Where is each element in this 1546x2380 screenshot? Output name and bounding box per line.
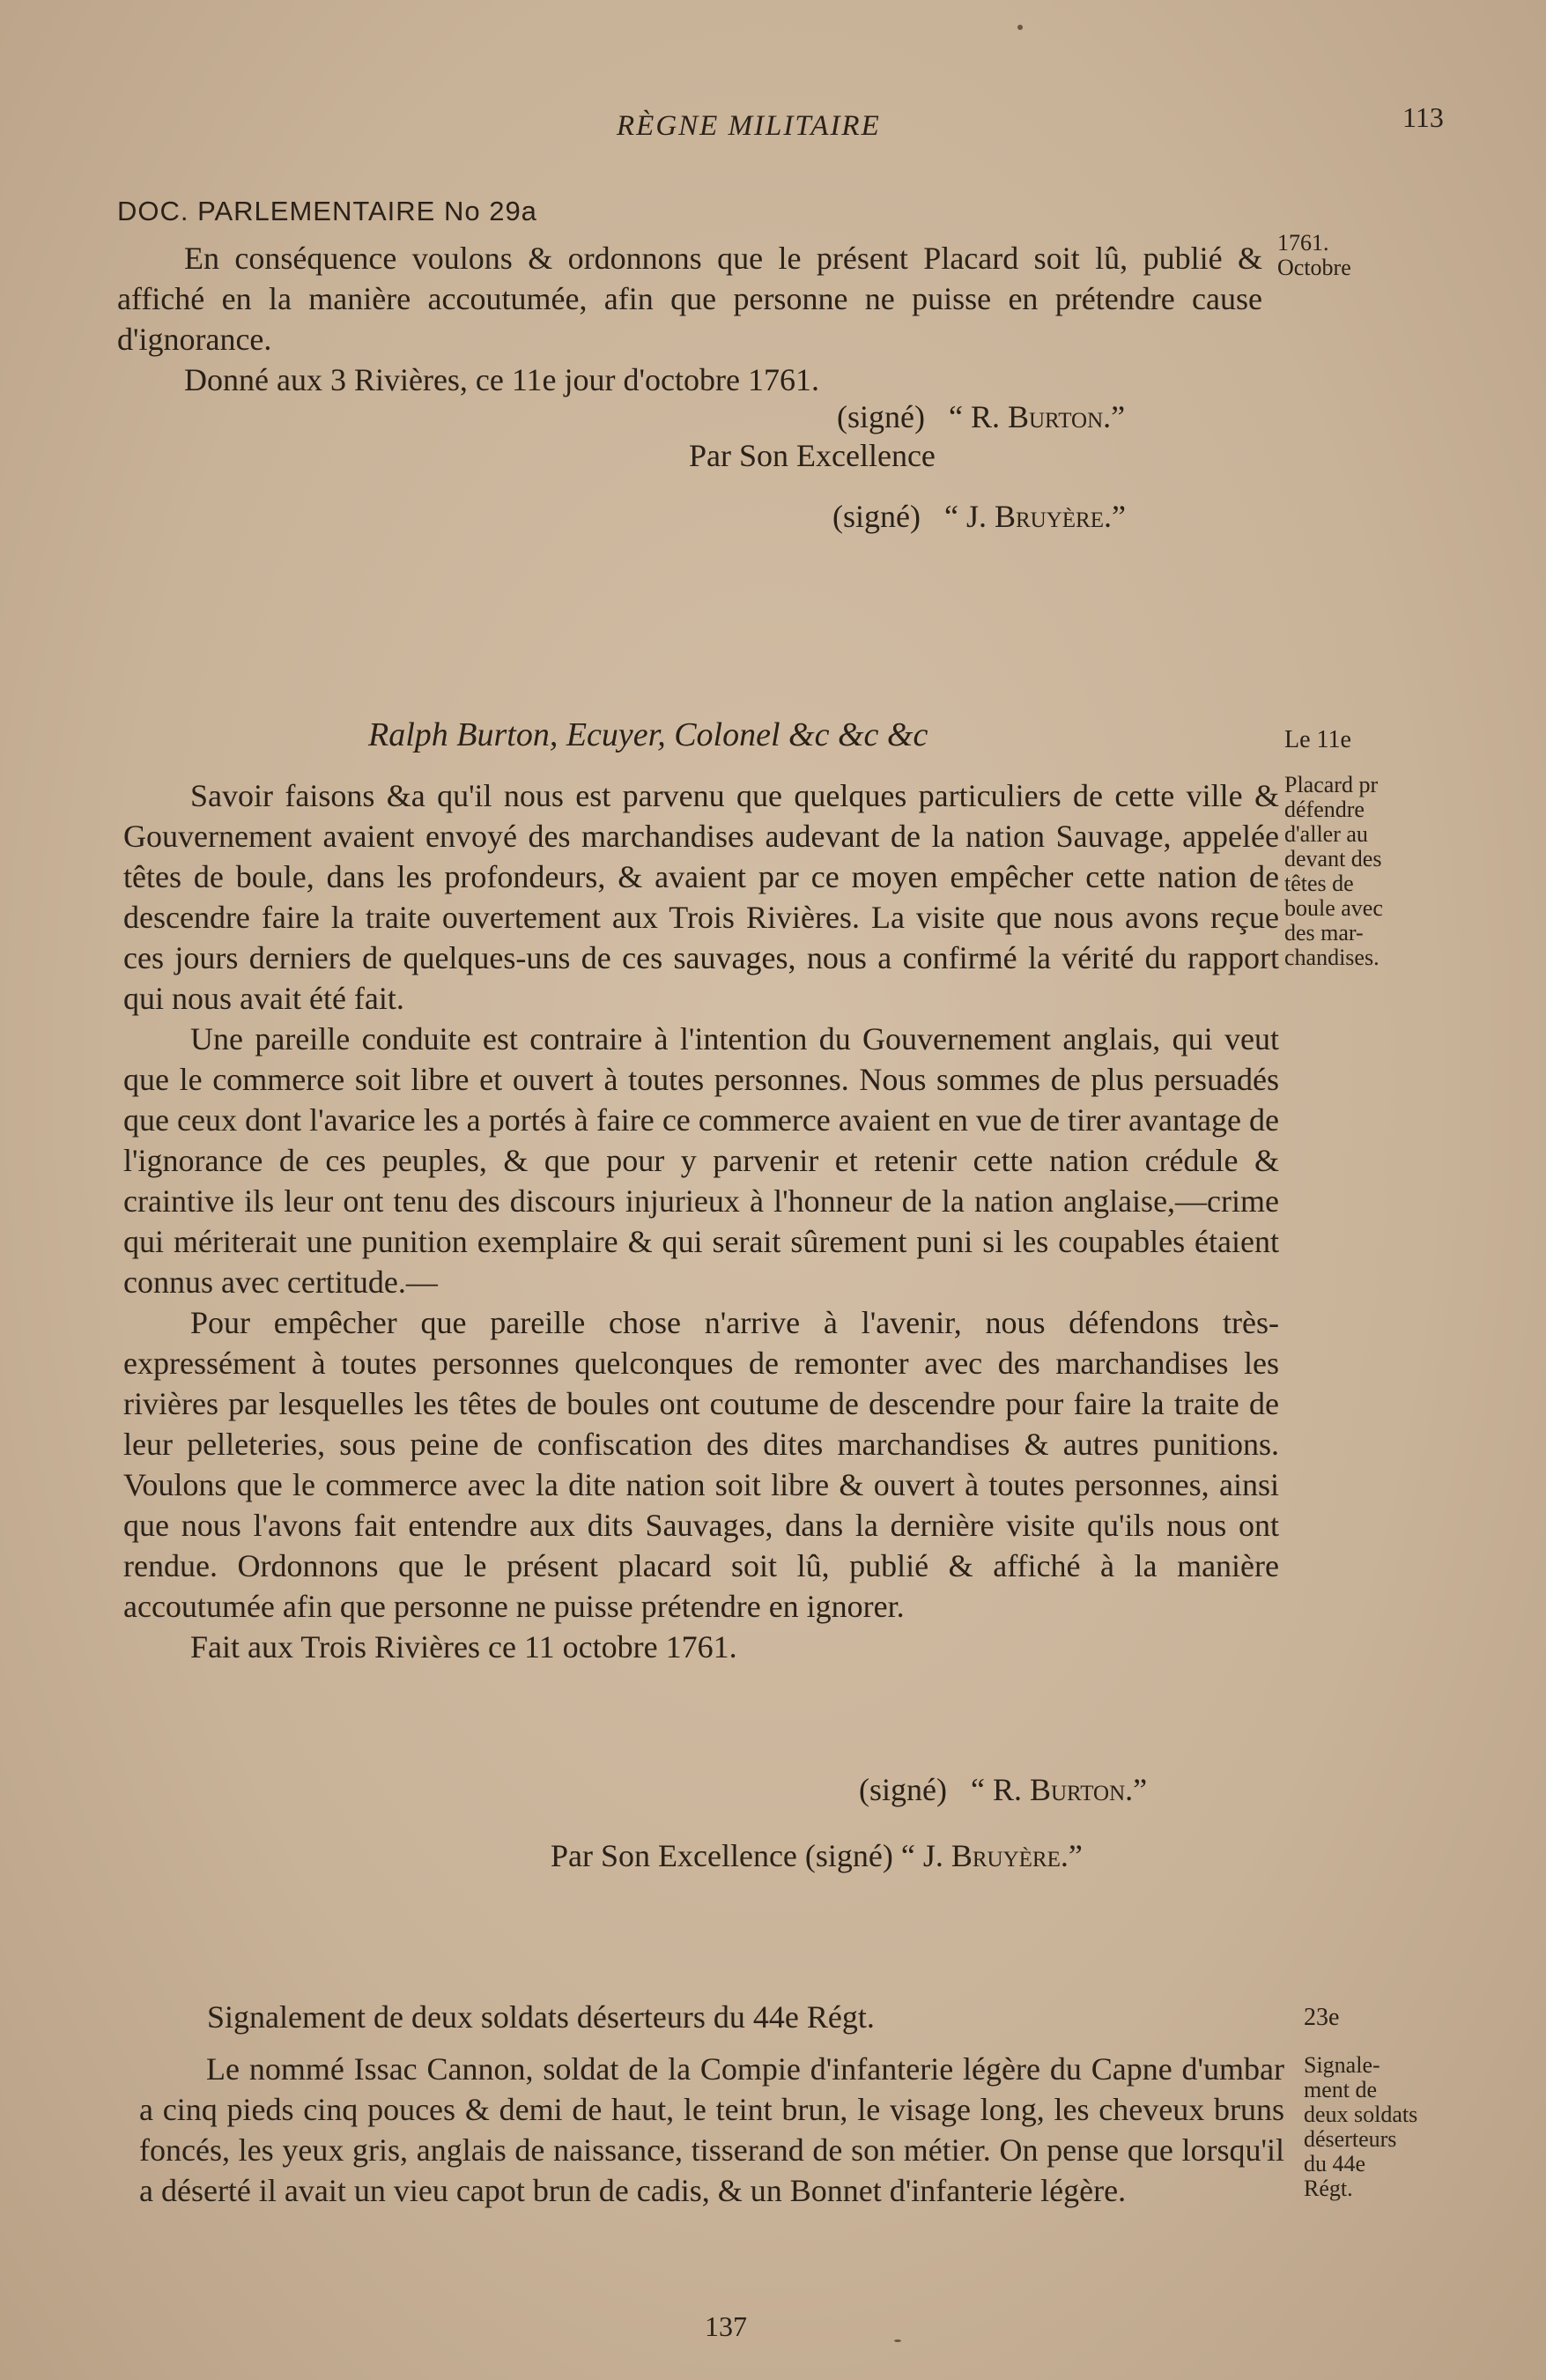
section-2-body: [123, 775, 1279, 1667]
paper-speck: [1017, 25, 1023, 30]
section-2-paragraph-4: Fait aux Trois Rivières ce 11 octobre 1761.: [190, 1629, 737, 1665]
sig-name: “ R. Burton.”: [970, 1772, 1148, 1807]
section-1-par-son-excellence: Par Son Excellence: [689, 438, 936, 473]
section-2-heading: Ralph Burton, Ecuyer, Colonel &c &c &c: [368, 716, 928, 753]
paper-speck: [894, 2339, 901, 2342]
folio-number: 137: [705, 2310, 747, 2342]
section-2-margin-date: Le 11e: [1284, 726, 1351, 753]
sig-prefix: (signé): [832, 499, 921, 534]
section-3-margin-date: 23e: [1304, 2004, 1340, 2031]
section-3-margin-note: Signale- ment de deux soldats déserteurs du 44e Régt.: [1304, 2052, 1418, 2201]
section-2-signature-1: [859, 1771, 1147, 1808]
section-1-dated: Donné aux 3 Rivières, ce 11e jour d'octobre 1761.: [184, 362, 819, 397]
sig-name: “ J. Bruyère.”: [900, 1838, 1083, 1873]
section-3-body: [139, 2049, 1284, 2211]
section-3-paragraph: Le nommé Issac Cannon, soldat de la Compie d'infanterie légère du Capne d'umbar a cinq pieds cinq pouces & demi de haut, le teint brun, le visage long, les cheveux bruns foncés, les yeux gris, anglais de naissance, tisserand de son métier. On pense que lorsqu'il a déserté il avait un vieu capot brun de cadis, & un Bonnet d'infanterie légère.: [139, 2051, 1284, 2208]
section-3-heading: Signalement de deux soldats déserteurs du 44e Régt.: [207, 1999, 875, 2035]
section-2-paragraph-3: Pour empêcher que pareille chose n'arrive à l'avenir, nous défendons très-expressément à toutes personnes quelconques de remonter avec des marchandises les rivières par lesquelles les têtes de boules ont coutume de descendre pour faire la traite de leur pelleteries, sous peine de confiscation des dites marchandises & autres punitions. Voulons que le commerce avec la dite nation soit libre & ouvert à toutes personnes, ainsi que nous l'avons fait entendre aux dits Sauvages, dans la dernière visite qu'ils nous ont rendue. Ordonnons que le présent placard soit lû, publié & affiché à la manière accoutumée afin que personne ne puisse prétendre en ignorer.: [123, 1305, 1279, 1624]
sig-name: “ R. Burton.”: [948, 399, 1126, 434]
section-2-signature-2: [551, 1837, 1083, 1874]
section-2-paragraph-1: Savoir faisons &a qu'il nous est parvenu que quelques particuliers de cette ville & Gouvernement avaient envoyé des marchandises audevant de la nation Sauvage, appelée têtes de boule, dans les profondeurs, & avaient par ce moyen empêcher cette nation de descendre faire la traite ouvertement aux Trois Rivières. La visite que nous avons reçue ces jours derniers de quelques-uns de ces sauvages, nous a confirmé la vérité du rapport qui nous avait été fait.: [123, 778, 1279, 1016]
section-1: [117, 238, 1262, 400]
sig-text: Par Son Excellence (signé): [551, 1838, 893, 1873]
section-1-signature-2: [832, 498, 1126, 535]
sig-prefix: (signé): [859, 1772, 947, 1807]
sig-name: “ J. Bruyère.”: [943, 499, 1126, 534]
section-1-margin-note: 1761. Octobre: [1277, 230, 1351, 280]
section-2-margin-note: Placard pr défendre d'aller au devant des têtes de boule avec des mar- chandises.: [1284, 772, 1383, 970]
section-2-paragraph-2: Une pareille conduite est contraire à l'intention du Gouvernement anglais, qui veut que le commerce soit libre et ouvert à toutes personnes. Nous sommes de plus persuadés que ceux dont l'avarice les a portés à faire ce commerce avaient en vue de tirer avantage de l'ignorance de ces peuples, & que pour y parvenir et retenir cette nation crédule & craintive ils leur ont tenu des discours injurieux à l'honneur de la nation anglaise,—crime qui mériterait une punition exemplaire & qui serait sûrement puni si les coupables étaient connus avec certitude.—: [123, 1021, 1279, 1300]
section-1-paragraph: En conséquence voulons & ordonnons que le présent Placard soit lû, publié & affiché en la manière accoutumée, afin que personne ne puisse en prétendre cause d'ignorance.: [117, 241, 1262, 357]
running-title: RÈGNE MILITAIRE: [617, 110, 881, 142]
page-number: 113: [1402, 101, 1444, 133]
sig-prefix: (signé): [837, 399, 925, 434]
doc-label: DOC. PARLEMENTAIRE No 29a: [117, 196, 537, 226]
section-1-signature-1: [837, 398, 1125, 435]
